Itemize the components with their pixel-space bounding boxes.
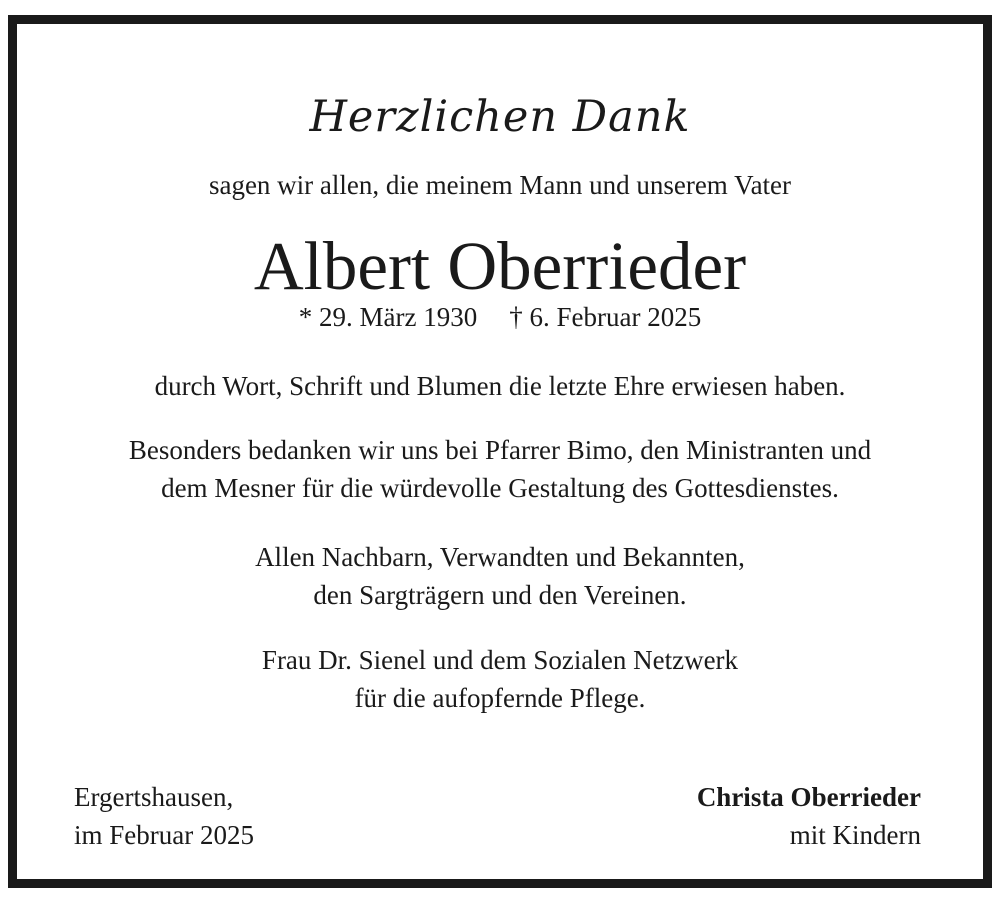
paragraph-3-line-2: für die aufopfernde Pflege.: [354, 683, 646, 713]
heading: Herzlichen Dank: [309, 92, 691, 142]
birth-date: * 29. März 1930: [298, 302, 478, 332]
place: Ergertshausen,: [74, 782, 234, 812]
paragraph-2-line-1: Allen Nachbarn, Verwandten und Bekannten,: [255, 542, 745, 572]
paragraph-2-line-2: den Sargträgern und den Vereinen.: [313, 580, 687, 610]
date: im Februar 2025: [74, 820, 254, 850]
signer-name: Christa Oberrieder: [696, 782, 921, 812]
paragraph-1-line-1: Besonders bedanken wir uns bei Pfarrer Bimo, den Ministranten und: [128, 435, 872, 465]
deceased-name: Albert Oberrieder: [253, 228, 747, 304]
signature-block: [697, 778, 921, 854]
death-date: † 6. Februar 2025: [509, 302, 702, 332]
place-date-block: [74, 778, 254, 854]
intro-text: sagen wir allen, die meinem Mann und unserem Vater: [208, 170, 792, 200]
thanks-line: durch Wort, Schrift und Blumen die letzte Ehre erwiesen haben.: [154, 371, 846, 401]
notice-frame: [8, 15, 992, 888]
life-dates: [17, 304, 983, 331]
signer-suffix: mit Kindern: [789, 820, 921, 850]
paragraph-1-line-2: dem Mesner für die würdevolle Gestaltung des Gottesdienstes.: [161, 473, 839, 503]
paragraph-3-line-1: Frau Dr. Sienel und dem Sozialen Netzwerk: [261, 645, 739, 675]
